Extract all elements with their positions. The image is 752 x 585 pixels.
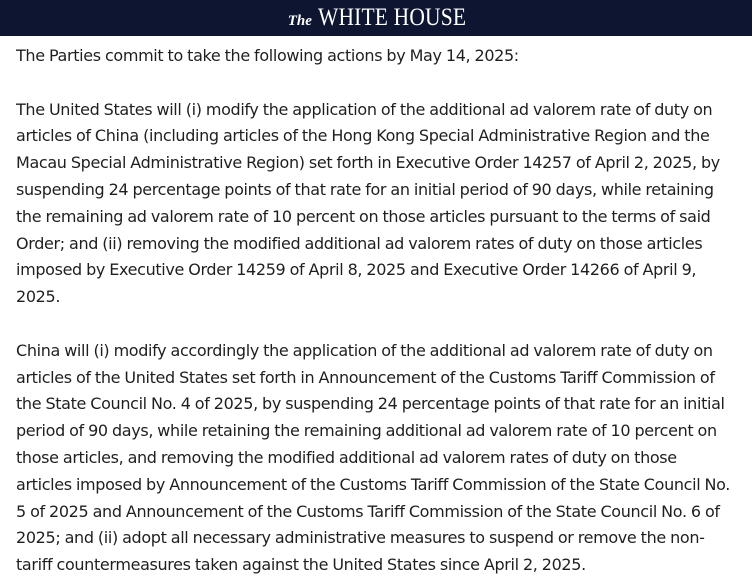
white-house-logo[interactable] — [287, 4, 467, 32]
us-commitment-paragraph: The United States will (i) modify the application of the additional ad valorem rate of duty on articles of China (including articles of the Hong Kong Special Administrative Region and the Macau Special Administrative Region) set forth in Executive Order 14257 of April 2, 2025, by suspending 24 percentage points of that rate for an initial period of 90 days, while retaining the remaining ad valorem rate of 10 percent on those articles pursuant to the terms of said Order; and (ii) removing the modified additional ad valorem rates of duty on those articles imposed by Executive Order 14259 of April 8, 2025 and Executive Order 14266 of April 9, 2025. — [16, 99, 720, 307]
article-body — [0, 36, 752, 579]
logo-the-text: The — [287, 13, 312, 29]
china-commitment-paragraph: China will (i) modify accordingly the application of the additional ad valorem rate of duty on articles of the United States set forth in Announcement of the Customs Tariff Commission of the State Council No. 4 of 2025, by suspending 24 percentage points of that rate for an initial period of 90 days, while retaining the remaining additional ad valorem rate of 10 percent on those articles, and removing the modified additional ad valorem rates of duty on those articles imposed by Announcement of the Customs Tariff Commission of the State Council No. 5 of 2025 and Announcement of the Customs Tariff Commission of the State Council No. 6 of 2025; and (ii) adopt all necessary administrative measures to suspend or remove the non-tariff countermeasures taken against the United States since April 2, 2025. — [16, 340, 731, 575]
logo-main-text: WHITE HOUSE — [317, 4, 467, 31]
site-header — [0, 0, 752, 36]
intro-paragraph: The Parties commit to take the following actions by May 14, 2025: — [16, 46, 519, 65]
